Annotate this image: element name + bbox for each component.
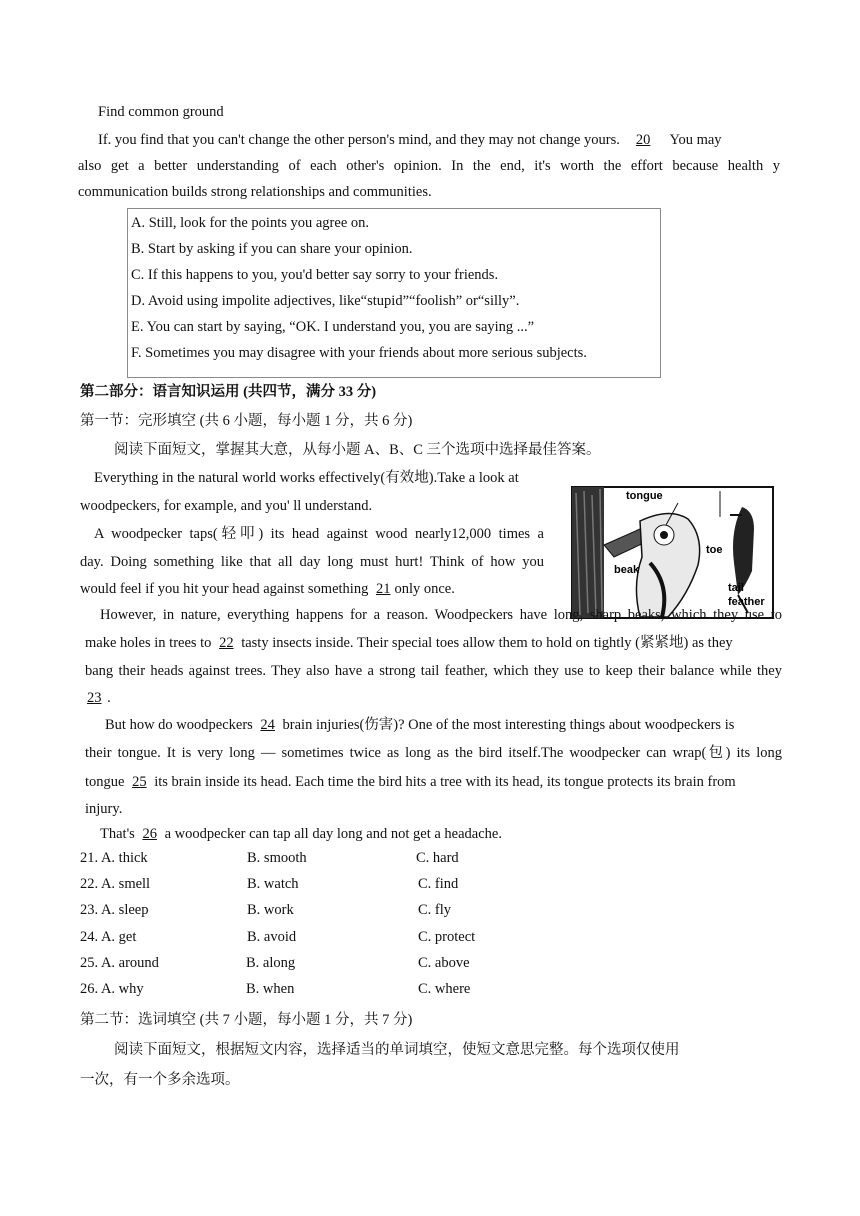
passage-p5-line1 [100, 824, 502, 844]
q22-a: 22. A. smell [80, 876, 151, 892]
option-e: E. You can start by saying, “OK. I understand you, you are saying ...” [131, 319, 535, 335]
text: tongue [85, 774, 129, 790]
blank-26: 26 [142, 826, 157, 842]
q25-c: C. above [418, 955, 470, 971]
passage-p2-line2: day. Doing something like that all day long must hurt! Think of how you [80, 554, 544, 570]
text: But how do woodpeckers [105, 717, 257, 733]
option-d: D. Avoid using impolite adjectives, like“stupid”“foolish” or“silly”. [131, 293, 520, 309]
q24-c: C. protect [418, 929, 476, 945]
passage-p1-line1: Everything in the natural world works effectively(有效地).Take a look at [94, 470, 519, 486]
label-beak: beak [614, 564, 640, 576]
passage-p4-line2: their tongue. It is very long — sometimes twice as long as the bird itself.The woodpecker can wrap(包) its long [85, 745, 782, 761]
para1-line1 [98, 130, 722, 150]
q23-c: C. fly [418, 902, 452, 918]
label-toe: toe [706, 544, 723, 556]
passage-p2-line3 [80, 579, 455, 599]
text: tasty insects inside. Their special toes allow them to hold on tightly (紧紧地) as they [237, 635, 733, 651]
label-tail: tail [728, 582, 744, 594]
section2-title: 第二节：选词填空 (共 7 小题，每小题 1 分，共 7 分) [80, 1012, 413, 1028]
passage-p2-line1: A woodpecker taps(轻叩) its head against wood nearly12,000 times a [94, 526, 544, 542]
q25-a: 25. A. around [80, 955, 159, 971]
q21-b: B. smooth [247, 850, 307, 866]
passage-p4-line1 [105, 715, 734, 735]
q24-b: B. avoid [247, 929, 297, 945]
blank-22: 22 [219, 635, 234, 651]
q22-c: C. find [418, 876, 459, 892]
passage-p3-line2 [85, 633, 733, 653]
passage-p3-line1: However, in nature, everything happens for a reason. Woodpeckers have long, sharp beaks, which they use to [100, 607, 782, 623]
q23-a: 23. A. sleep [80, 902, 149, 918]
section2-instruction-line2: 一次，有一个多余选项。 [80, 1072, 240, 1088]
section2-instruction-line1: 阅读下面短文，根据短文内容，选择适当的单词填空，使短文意思完整。每个选项仅使用 [114, 1042, 680, 1058]
option-f: F. Sometimes you may disagree with your friends about more serious subjects. [131, 345, 587, 361]
blank-24: 24 [260, 717, 275, 733]
part-title: 第二部分：语言知识运用 (共四节，满分 33 分) [80, 384, 377, 400]
text: only once. [394, 581, 455, 597]
q26-b: B. when [246, 981, 295, 997]
text: would feel if you hit your head against something [80, 581, 372, 597]
option-b: B. Start by asking if you can share your opinion. [131, 241, 413, 257]
woodpecker-illustration-icon [570, 485, 775, 620]
passage-p4-line4: injury. [85, 801, 123, 817]
q24-a: 24. A. get [80, 929, 137, 945]
section1-instruction: 阅读下面短文，掌握其大意，从每小题 A、B、C 三个选项中选择最佳答案。 [114, 442, 601, 458]
label-feather: feather [728, 596, 765, 608]
para1-line2: also get a better understanding of each other's opinion. In the end, it's worth the effort because health y [78, 158, 780, 174]
blank-23: 23 [87, 690, 102, 706]
passage-p4-line3 [85, 772, 736, 792]
text: a woodpecker can tap all day long and not get a headache. [160, 826, 502, 842]
passage-p3-line4 [85, 688, 111, 708]
text: If. you find that you can't change the other person's mind, and they may not change yours. [98, 132, 620, 148]
passage-p1-line2: woodpeckers, for example, and you' ll understand. [80, 498, 373, 514]
option-c: C. If this happens to you, you'd better say sorry to your friends. [131, 267, 499, 283]
q22-b: B. watch [247, 876, 299, 892]
section-heading: Find common ground [98, 104, 224, 120]
q26-a: 26. A. why [80, 981, 144, 997]
q21-c: C. hard [416, 850, 459, 866]
options-box [127, 208, 661, 378]
blank-20: 20 [635, 132, 651, 148]
q21-a: 21. A. thick [80, 850, 148, 866]
text: its brain inside its head. Each time the bird hits a tree with its head, its tongue protects its brain from [150, 774, 736, 790]
text: brain injuries(伤害)? One of the most interesting things about woodpeckers is [278, 717, 735, 733]
text: make holes in trees to [85, 635, 216, 651]
passage-p3-line3: bang their heads against trees. They also have a strong tail feather, which they use to keep their balance while they [85, 663, 782, 679]
para1-line3: communication builds strong relationships and communities. [78, 184, 432, 200]
q26-c: C. where [418, 981, 471, 997]
text: You may [666, 132, 722, 148]
blank-21: 21 [375, 581, 391, 597]
text: That's [100, 826, 139, 842]
q23-b: B. work [247, 902, 294, 918]
text: . [103, 690, 111, 706]
label-tongue: tongue [626, 490, 663, 502]
woodpecker-figure [570, 485, 775, 620]
section1-title: 第一节：完形填空 (共 6 小题，每小题 1 分，共 6 分) [80, 413, 413, 429]
option-a: A. Still, look for the points you agree on. [131, 215, 370, 231]
blank-25: 25 [132, 774, 147, 790]
q25-b: B. along [246, 955, 296, 971]
